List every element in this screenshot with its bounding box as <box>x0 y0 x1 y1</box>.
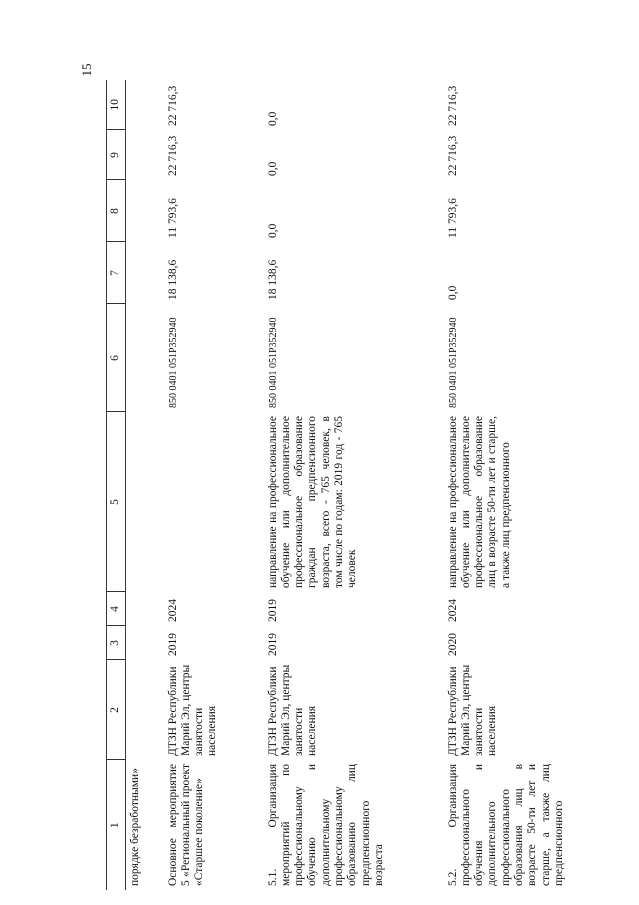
cell-result <box>164 412 264 592</box>
cell-amount-9: 22 716,3 <box>446 135 459 176</box>
cell-activity: Основное мероприятие 5 «Региональный проект «Старшее поколение» <box>166 764 206 886</box>
cell-result <box>126 412 164 592</box>
rotated-table-container <box>106 80 596 890</box>
cell-start-year: 2019 <box>166 633 179 656</box>
table-row <box>164 80 264 890</box>
col-header-10: 10 <box>107 80 126 130</box>
cell-amount-7 <box>126 242 164 304</box>
cell-executor: ДТЗН Республики Марий Эл, центры занятости населения <box>166 664 219 756</box>
col-header-3: 3 <box>107 626 126 660</box>
col-header-2: 2 <box>107 660 126 760</box>
cell-amount-8: 11 793,6 <box>166 198 179 238</box>
col-header-5: 5 <box>107 412 126 592</box>
cell-amount-10: 22 716,3 <box>446 85 459 126</box>
cell-start-year: 2020 <box>446 633 459 656</box>
cell-start-year <box>126 626 164 660</box>
cell-amount-9: 0,0 <box>266 161 279 176</box>
budget-table <box>106 80 584 890</box>
cell-amount-10: 0,0 <box>266 111 279 126</box>
cell-end-year: 2019 <box>266 599 279 622</box>
cell-amount-7: 0,0 <box>446 285 459 300</box>
col-header-9: 9 <box>107 130 126 180</box>
col-header-6: 6 <box>107 304 126 412</box>
col-header-4: 4 <box>107 592 126 626</box>
cell-executor: ДТЗН Республики Марий Эл, центры занятости населения <box>266 664 319 756</box>
cell-budget-code: 850 0401 051P352940 <box>447 317 459 408</box>
cell-start-year: 2019 <box>266 633 279 656</box>
cell-amount-10: 22 716,3 <box>166 85 179 126</box>
cell-activity: порядке безработными» <box>129 768 141 886</box>
cell-amount-10 <box>126 80 164 130</box>
cell-result: направление на профессиональное обучение или дополнительное профессиональное образование лиц в возрасте 50-ти лет и старше, а также лиц предпенсионного <box>446 416 512 588</box>
table-row <box>444 80 584 890</box>
cell-amount-7: 18 138,6 <box>266 259 279 300</box>
cell-executor: ДТЗН Республики Марий Эл, центры занятости населения <box>446 664 499 756</box>
col-header-1: 1 <box>107 760 126 890</box>
cell-budget-code: 850 0401 051P352940 <box>267 317 279 408</box>
cell-activity: 5.2. Организация профессионального обучения и дополнительного профессионального образования лиц в возрасте 50-ти лет и старше, а также лиц предпенсионного <box>446 764 565 886</box>
cell-budget-code <box>126 304 164 412</box>
cell-amount-8: 0,0 <box>266 223 279 238</box>
cell-end-year <box>126 592 164 626</box>
cell-amount-8 <box>126 180 164 242</box>
cell-activity: 5.1. Организация мероприятий по профессиональному обучению и дополнительному профессиональному образованию лиц предпенсионного возраста <box>266 764 385 886</box>
cell-amount-9 <box>126 130 164 180</box>
cell-end-year: 2024 <box>446 599 459 622</box>
col-header-8: 8 <box>107 180 126 242</box>
cell-end-year: 2024 <box>166 599 179 622</box>
cell-amount-9: 22 716,3 <box>166 135 179 176</box>
cell-executor <box>126 660 164 760</box>
col-header-7: 7 <box>107 242 126 304</box>
page-number: 15 <box>79 63 94 77</box>
header-row <box>107 80 126 890</box>
table-row <box>264 80 444 890</box>
cell-amount-8: 11 793,6 <box>446 198 459 238</box>
cell-budget-code: 850 0401 051P352940 <box>167 317 179 408</box>
cell-result: направление на профессиональное обучение или дополнительное профессиональное образование граждан предпенсионного возраста, всего - 765 человек, в том числе по годам: 2019 год - 765 человек <box>266 416 359 588</box>
table-row <box>126 80 164 890</box>
cell-amount-7: 18 138,6 <box>166 259 179 300</box>
